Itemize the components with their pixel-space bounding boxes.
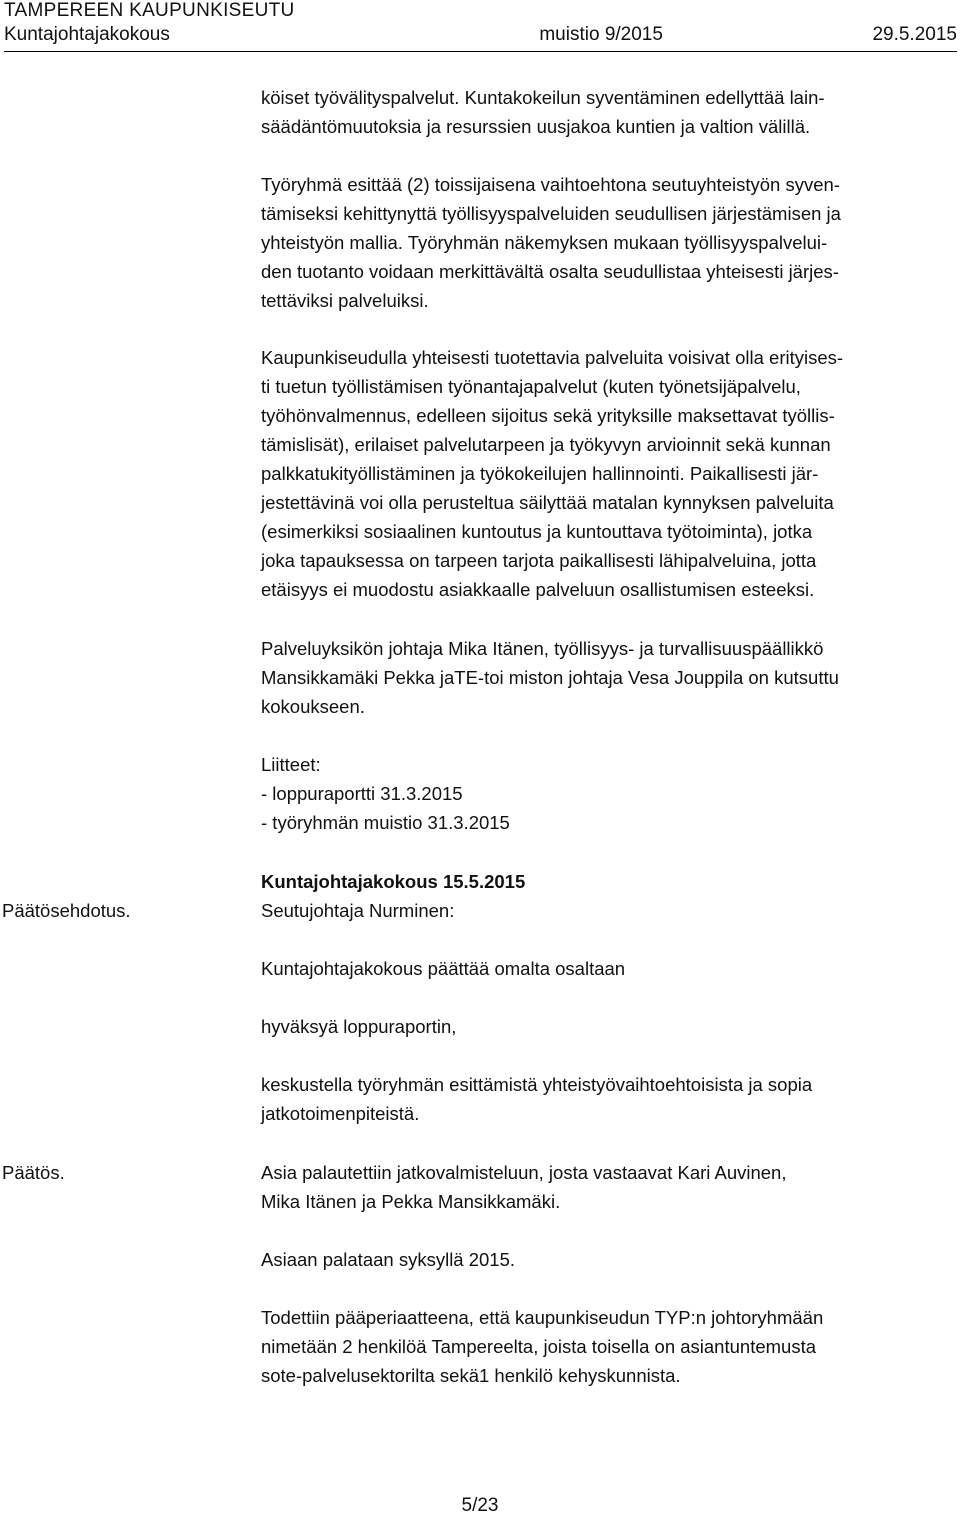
decision-paragraph: Todettiin pääperiaatteena, että kaupunkiseudun TYP:n johtoryhmään nimetään 2 henkilöä Tampereelta, joista toisella on asiantuntemusta sote-palvelusektorilta sekä1 henkilö kehyskunnista.: [261, 1307, 824, 1386]
decision-side-label: Päätös.: [2, 1162, 65, 1183]
paragraph-invited: Palveluyksikön johtaja Mika Itänen, työllisyys- ja turvallisuuspäällikkö Mansikkamäki Pekka jaTE-toi miston johtaja Vesa Jouppila on kutsuttu kokoukseen.: [261, 638, 839, 717]
memo-date: 29.5.2015: [872, 24, 957, 45]
memo-number: muistio 9/2015: [539, 24, 663, 45]
decision-paragraph: Asiaan palataan syksyllä 2015.: [261, 1249, 516, 1270]
page-number: 5/23: [461, 1495, 499, 1516]
proposal-line: hyväksyä loppuraportin,: [261, 1016, 457, 1037]
attachment-item: - loppuraportti 31.3.2015: [261, 783, 463, 804]
paragraph-alternative: Työryhmä esittää (2) toissijaisena vaihtoehtona seutuyhteistyön syven- tämiseksi kehittynyttä työllisyyspalveluiden seudullisen järjestämisen ja yhteistyön mallia. Työryhmän näkemyksen mukaan työllisyyspalvelui- den tuotanto voidaan merkittävältä osalta seudullistaa yhteisesti järjes- tettäviksi palveluiksi.: [261, 174, 841, 311]
proposal-presenter: Seutujohtaja Nurminen:: [261, 900, 455, 921]
meeting-name: Kuntajohtajakokous: [4, 24, 170, 45]
paragraph-services: Kaupunkiseudulla yhteisesti tuotettavia palveluita voisivat olla erityises- ti tuetun työllistämisen työnantajapalvelut (kuten työnetsijäpalvelu, työhönvalmennus, edelleen sijoitus sekä yrityksille maksettavat työllis- tämislisät), erilaiset palvelutarpeen ja työkyvyn arvioinnit sekä kunnan palkkatukityöllistäminen ja työkokeilujen hallinnointi. Paikallisesti jär- jestettävinä voi olla perusteltua säilyttää matalan kynnyksen palveluita (esimerkiksi sosiaalinen kuntoutus ja kuntouttava työtoiminta), jotka joka tapauksessa on tarpeen tarjota paikallisesti lähipalveluina, jotta etäisyys ei muodostu asiakkaalle palveluun osallistumisen esteeksi.: [261, 347, 844, 600]
attachments-label: Liitteet:: [261, 754, 321, 775]
attachment-item: - työryhmän muistio 31.3.2015: [261, 812, 510, 833]
decision-paragraph: Asia palautettiin jatkovalmisteluun, josta vastaavat Kari Auvinen, Mika Itänen ja Pekka Mansikkamäki.: [261, 1162, 787, 1212]
page-header: [4, 0, 957, 52]
proposal-side-label: Päätösehdotus.: [2, 900, 131, 921]
attachments-list: [261, 750, 960, 837]
paragraph-continuation: köiset työvälityspalvelut. Kuntakokeilun syventäminen edellyttää lain- säädäntömuutoksia ja resurssien uusjakoa kuntien ja valtion välillä.: [261, 87, 825, 137]
proposal-line: Kuntajohtajakokous päättää omalta osaltaan: [261, 958, 626, 979]
header-row: [4, 22, 957, 52]
proposal-line: keskustella työryhmän esittämistä yhteistyövaihtoehtoisista ja sopia jatkotoimenpiteistä.: [261, 1074, 813, 1124]
proposal-heading: Kuntajohtajakokous 15.5.2015: [261, 871, 526, 892]
organization-name: TAMPEREEN KAUPUNKISEUTU: [4, 0, 295, 21]
